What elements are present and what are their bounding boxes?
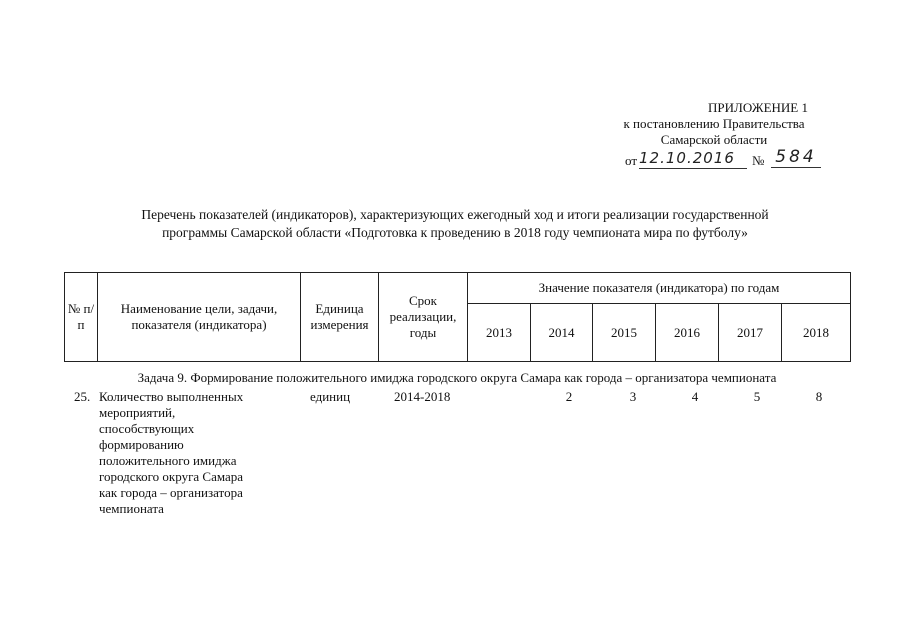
row-name-line: чемпионата bbox=[99, 501, 164, 516]
number-prefix: № bbox=[752, 153, 765, 168]
header-unit: Единица измерения bbox=[301, 273, 379, 362]
header-year: 2015 bbox=[593, 304, 656, 362]
heading-line-1: Перечень показателей (индикаторов), характеризующих ежегодный ход и итоги реализации государственной bbox=[141, 207, 769, 222]
handwritten-date: 12.10.2016 bbox=[639, 148, 747, 169]
header-period: Срок реализации, годы bbox=[379, 273, 468, 362]
header-name: Наименование цели, задачи, показателя (индикатора) bbox=[98, 273, 301, 362]
row-name-line: городского округа Самара bbox=[99, 469, 244, 484]
row-unit: единиц bbox=[310, 389, 351, 404]
header-year: 2017 bbox=[719, 304, 782, 362]
header-values-group: Значение показателя (индикатора) по годам bbox=[468, 273, 851, 304]
appendix-line-decree: к постановлению Правительства bbox=[623, 116, 805, 131]
row-value: 8 bbox=[815, 389, 823, 404]
row-value: 3 bbox=[629, 389, 637, 404]
row-name-line: положительного имиджа bbox=[99, 453, 237, 468]
row-name-line: способствующих bbox=[99, 421, 195, 436]
header-year: 2013 bbox=[468, 304, 531, 362]
row-name-line: Количество выполненных bbox=[99, 389, 244, 404]
row-name-line: формированию bbox=[99, 437, 184, 452]
row-name bbox=[99, 389, 289, 517]
row-number: 25. bbox=[74, 389, 91, 404]
header-year: 2016 bbox=[656, 304, 719, 362]
appendix-line-region: Самарской области bbox=[660, 132, 768, 147]
decree-date-number bbox=[625, 147, 825, 175]
header-num: № п/п bbox=[65, 273, 98, 362]
row-value: 5 bbox=[753, 389, 761, 404]
heading-line-2: программы Самарской области «Подготовка к проведению в 2018 году чемпионата мира по футболу» bbox=[162, 225, 748, 240]
indicators-table bbox=[64, 272, 851, 362]
row-period: 2014-2018 bbox=[394, 389, 451, 404]
row-name-line: как города – организатора bbox=[99, 485, 243, 500]
row-value: 4 bbox=[691, 389, 699, 404]
header-year: 2018 bbox=[782, 304, 851, 362]
appendix-title: ПРИЛОЖЕНИЕ 1 bbox=[708, 100, 808, 115]
document-heading bbox=[60, 206, 850, 242]
handwritten-number: 584 bbox=[771, 147, 821, 168]
row-name-line: мероприятий, bbox=[99, 405, 176, 420]
header-year: 2014 bbox=[531, 304, 593, 362]
appendix-block bbox=[598, 100, 830, 148]
date-prefix: от bbox=[625, 153, 638, 168]
task-heading: Задача 9. Формирование положительного имиджа городского округа Самара как города – организатора чемпионата bbox=[137, 370, 777, 385]
row-value: 2 bbox=[565, 389, 573, 404]
